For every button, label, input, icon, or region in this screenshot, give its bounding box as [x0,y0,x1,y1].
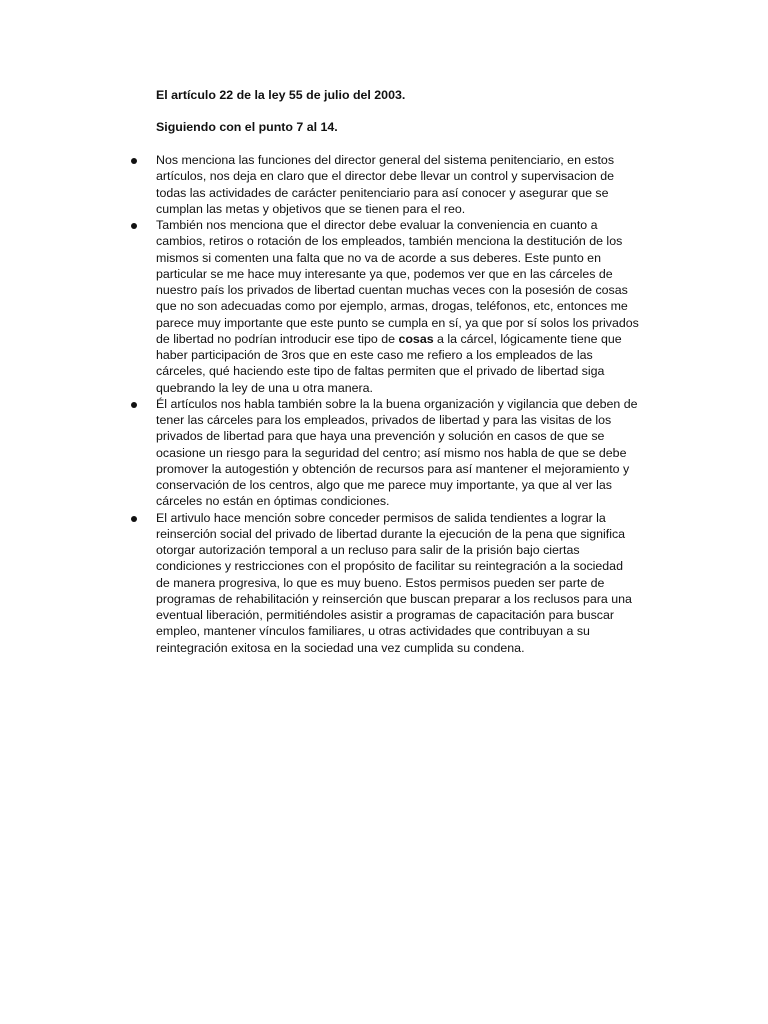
bold-word: cosas [398,331,434,346]
text-line: haber participación de 3ros que en este caso me refiero a los empleados de las [156,348,593,362]
text-line: condiciones y restricciones con el propósito de facilitar su reintegración a la sociedad [156,559,623,574]
bullet-icon [131,223,137,229]
heading-article: El artículo 22 de la ley 55 de julio del 2003. [156,88,406,102]
text-line: cambios, retiros o rotación de los empleados, también menciona la destitución de los [156,234,623,249]
text-line: que no son adecuadas como por ejemplo, armas, drogas, teléfonos, etc, entonces me [156,299,628,314]
text-line: conservación de los centros, algo que me parece muy importante, ya que al ver las [156,478,612,492]
bullet-list [0,152,768,656]
text-line: reintegración exitosa en la sociedad una vez cumplida su condena. [156,640,525,655]
text-line: quebrando la ley de una u otra manera. [156,380,373,395]
list-item [0,510,661,656]
text-line: parece muy importante que este punto se cumpla en sí, ya que por sí solos los privados [156,315,639,330]
text-line: Nos menciona las funciones del director general del sistema penitenciario, en estos [156,153,615,167]
text-line: cumplan las metas y objetivos que se tienen para el reo. [156,201,466,216]
text-line: mismos si comenten una falta que no va de acorde a sus deberes. Este punto en [156,250,601,265]
text-line: programas de rehabilitación y reinserción que buscan preparar a los reclusos para una [156,591,632,606]
text-line: ocasione un riesgo para la seguridad del centro; así mismo nos habla de que se debe [156,445,627,460]
text-line: de manera progresiva, lo que es muy bueno. Estos permisos pueden ser parte de [156,575,605,590]
list-item [0,396,661,510]
text-line: privados de libertad para que haya una prevención y solución en casos de que se [156,429,605,444]
text-segment: de libertad no podrían introducir ese tipo de [156,331,399,346]
text-line: eventual liberación, permitiéndoles asistir a programas de capacitación para buscar [156,608,615,622]
text-line: nuestro país los privados de libertad cuentan muchas veces con la posesión de cosas [156,283,628,297]
text-line: El artivulo hace mención sobre conceder permisos de salida tendientes a lograr la [156,510,606,525]
bullet-icon [131,516,137,522]
bullet-icon [131,158,137,164]
document-header [156,87,661,135]
text-line: promover la autogestión y obtención de recursos para así mantener el mejoramiento y [156,461,630,476]
list-item [0,217,661,396]
text-line: reinserción social del privado de libertad durante la ejecución de la pena que significa [156,526,626,541]
bullet-icon [131,402,137,408]
text-line: cárceles, qué haciendo este tipo de faltas permiten que el privado de libertad siga [156,364,605,379]
text-line: particular se me hace muy interesante ya que, podemos ver que en las cárceles de [156,266,613,281]
text-line: todas las actividades de carácter penitenciario para así conocer y asegurar que se [156,185,609,200]
text-line: otorgar autorización temporal a un recluso para salir de la prisión bajo ciertas [156,543,580,557]
text-line: Él artículos nos habla también sobre la la buena organización y vigilancia que deben de [156,396,638,411]
list-item [0,152,661,217]
text-line: También nos menciona que el director debe evaluar la conveniencia en cuanto a [156,218,598,232]
text-line-with-bold [156,331,661,347]
text-segment: a la cárcel, lógicamente tiene que [433,331,622,346]
text-line: empleo, mantener vínculos familiares, u otras actividades que contribuyan a su [156,624,590,639]
text-line: artículos, nos deja en claro que el director debe llevar un control y supervisacion de [156,169,615,184]
text-line: tener las cárceles para los empleados, privados de libertad y para las visitas de los [156,413,612,427]
text-line: cárceles no están en óptimas condiciones. [156,494,390,509]
heading-points: Siguiendo con el punto 7 al 14. [156,120,338,134]
